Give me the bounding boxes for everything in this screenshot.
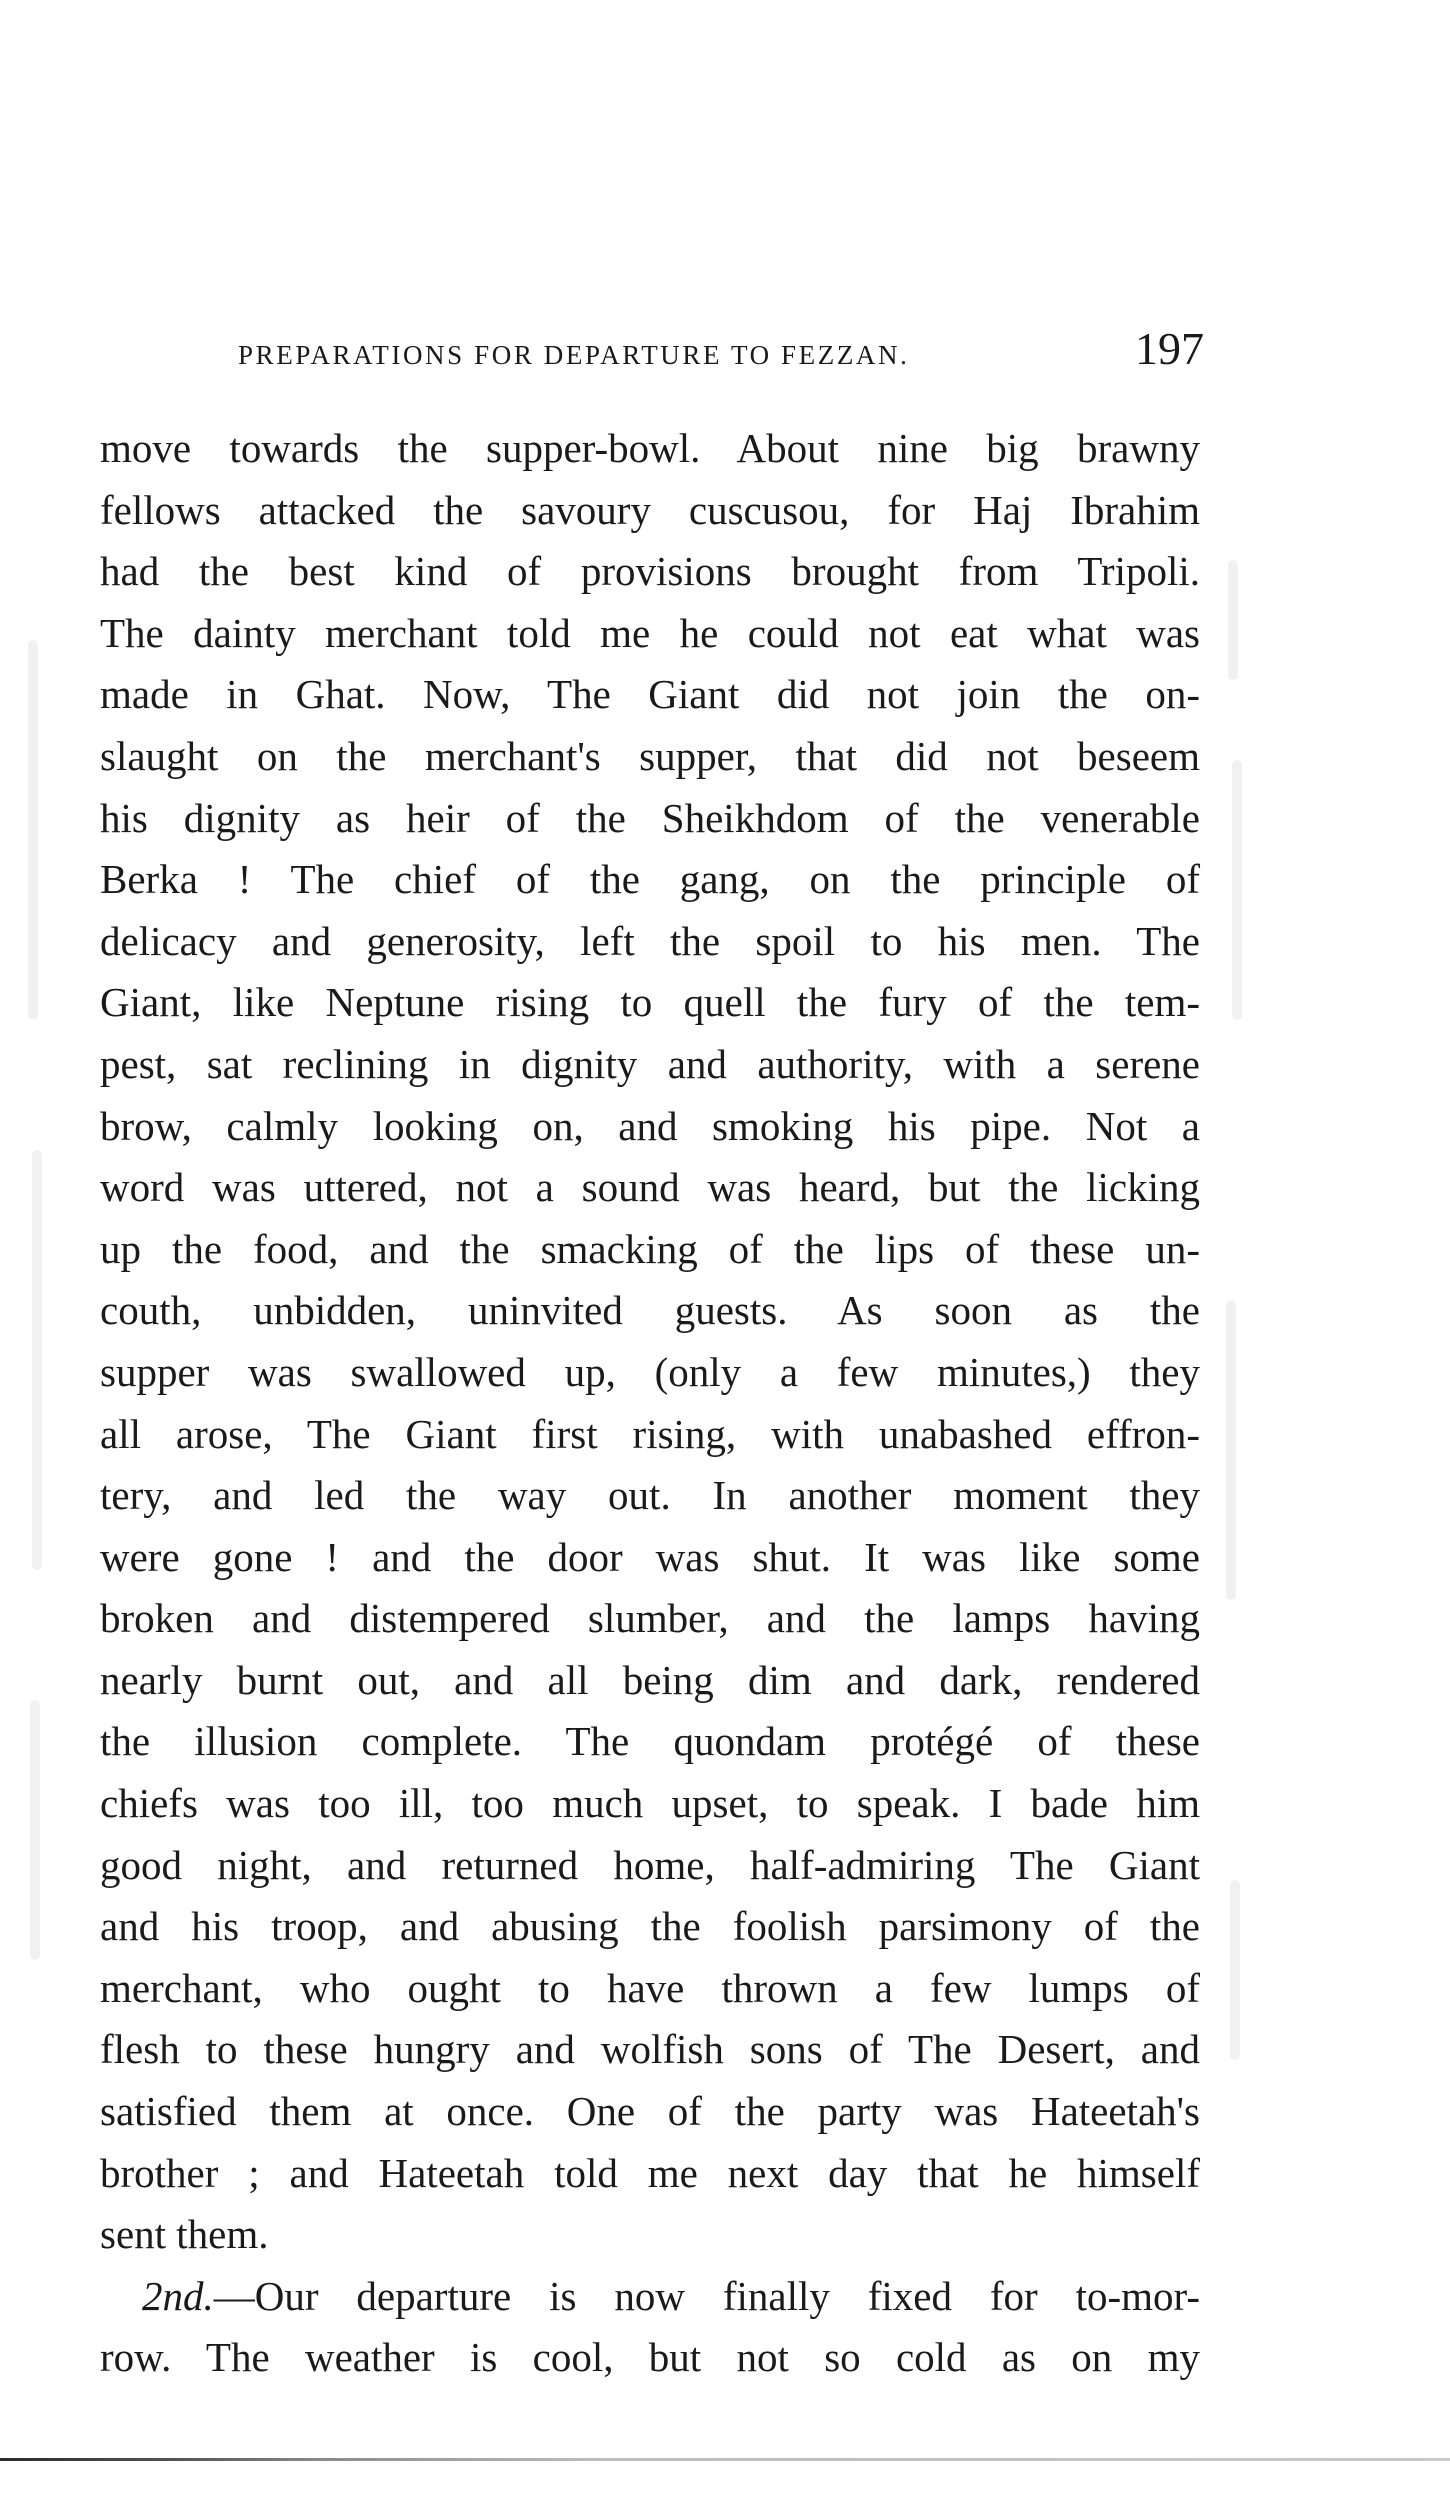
- text-line: Giant, like Neptune rising to quell the fury of the tem-: [100, 979, 1200, 1026]
- text-line: fellows attacked the savoury cuscusou, for Haj Ibrahim: [100, 486, 1200, 533]
- text-line: made in Ghat. Now, The Giant did not join the on-: [100, 671, 1200, 718]
- body-text: [100, 418, 1200, 2389]
- entry-date: 2nd.: [142, 2272, 214, 2319]
- text-line: had the best kind of provisions brought from Tripoli.: [100, 548, 1200, 595]
- text-line: merchant, who ought to have thrown a few lumps of: [100, 1964, 1200, 2011]
- show-through-mark: [1230, 1880, 1240, 2060]
- show-through-mark: [32, 1150, 42, 1570]
- show-through-mark: [1232, 760, 1242, 1020]
- text-line: broken and distempered slumber, and the lamps having: [100, 1595, 1200, 1642]
- text-line: supper was swallowed up, (only a few minutes,) they: [100, 1348, 1200, 1395]
- text-line: row. The weather is cool, but not so cold as on my: [100, 2334, 1200, 2381]
- text-line: all arose, The Giant first rising, with unabashed effron-: [100, 1410, 1200, 1457]
- text-line: his dignity as heir of the Sheikhdom of the venerable: [100, 794, 1200, 841]
- text-line: pest, sat reclining in dignity and authority, with a serene: [100, 1040, 1200, 1087]
- text-line: word was uttered, not a sound was heard, but the licking: [100, 1164, 1200, 1211]
- running-head: [232, 322, 1204, 382]
- text-line: Berka ! The chief of the gang, on the principle of: [100, 856, 1200, 903]
- text-line: and his troop, and abusing the foolish parsimony of the: [100, 1903, 1200, 1950]
- text-line: delicacy and generosity, left the spoil to his men. The: [100, 917, 1200, 964]
- text-line: tery, and led the way out. In another moment they: [100, 1472, 1200, 1519]
- text-line: the illusion complete. The quondam protégé of these: [100, 1718, 1200, 1765]
- text-line: up the food, and the smacking of the lips of these un-: [100, 1225, 1200, 1272]
- scan-edge-line: [0, 2458, 1450, 2461]
- text-line: flesh to these hungry and wolfish sons of The Desert, and: [100, 2026, 1200, 2073]
- text-line: nearly burnt out, and all being dim and dark, rendered: [100, 1656, 1200, 1703]
- text-line: brother ; and Hateetah told me next day that he himself: [100, 2149, 1200, 2196]
- text-line: The dainty merchant told me he could not eat what was: [100, 609, 1200, 656]
- show-through-mark: [28, 640, 38, 1020]
- show-through-mark: [1228, 560, 1238, 680]
- show-through-mark: [1226, 1300, 1236, 1600]
- paragraph-end-line: sent them.: [100, 2211, 269, 2258]
- text-line: move towards the supper-bowl. About nine big brawny: [100, 425, 1200, 471]
- dated-entry-line: [100, 2266, 1200, 2328]
- text-line: were gone ! and the door was shut. It was like some: [100, 1533, 1200, 1580]
- running-title: PREPARATIONS FOR DEPARTURE TO FEZZAN.: [238, 340, 910, 370]
- text-line: satisfied them at once. One of the party was Hateetah's: [100, 2088, 1200, 2135]
- text-line: chiefs was too ill, too much upset, to speak. I bade him: [100, 1780, 1200, 1827]
- entry-text: —Our departure is now finally fixed for to-mor-: [213, 2272, 1200, 2319]
- text-line: slaught on the merchant's supper, that did not beseem: [100, 732, 1200, 779]
- text-line: brow, calmly looking on, and smoking his pipe. Not a: [100, 1102, 1200, 1149]
- show-through-mark: [30, 1700, 40, 1960]
- text-line: good night, and returned home, half-admiring The Giant: [100, 1841, 1200, 1888]
- page-number: 197: [1135, 323, 1204, 374]
- text-line: couth, unbidden, uninvited guests. As soon as the: [100, 1287, 1200, 1334]
